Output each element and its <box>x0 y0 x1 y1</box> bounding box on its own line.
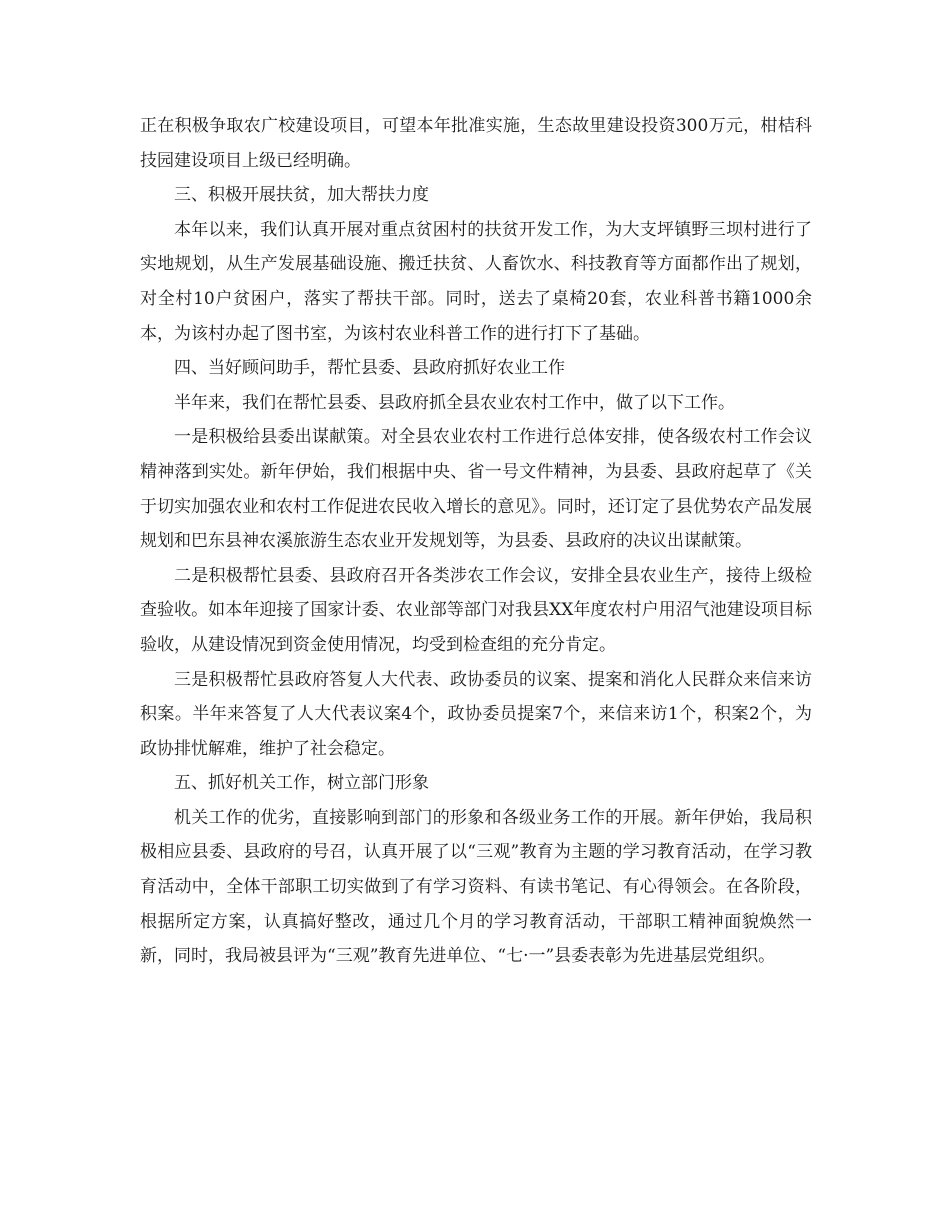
section-heading-poverty-relief: 三、积极开展扶贫，加大帮扶力度 <box>174 185 429 206</box>
paragraph-advisor-item-3: 三是积极帮忙县政府答复人大代表、政协委员的议案、提案和消化人民群众来信来访积案。半年来答复了人大代表议案4个，政协委员提案7个，来信来访1个，积案2个，为政协排忧解难，维护了社会稳定。 <box>140 669 812 759</box>
section-heading-agency-work: 五、抓好机关工作，树立部门形象 <box>174 773 429 794</box>
paragraph-advisor-intro: 半年来，我们在帮忙县委、县政府抓全县农业农村工作中，做了以下工作。 <box>174 392 735 413</box>
section-heading-advisor-role: 四、当好顾问助手，帮忙县委、县政府抓好农业工作 <box>174 358 565 379</box>
document-body <box>140 109 812 974</box>
paragraph-advisor-item-1: 一是积极给县委出谋献策。对全县农业农村工作进行总体安排，使各级农村工作会议精神落到实处。新年伊始，我们根据中央、省一号文件精神，为县委、县政府起草了《关于切实加强农业和农村工作促进农民收入增长的意见》。同时，还订定了县优势农产品发展规划和巴东县神农溪旅游生态农业开发规划等，为县委、县政府的决议出谋献策。 <box>140 427 812 552</box>
paragraph-agency-work: 机关工作的优劣，直接影响到部门的形象和各级业务工作的开展。新年伊始，我局积极相应县委、县政府的号召，认真开展了以“三观”教育为主题的学习教育活动，在学习教育活动中，全体干部职工切实做到了有学习资料、有读书笔记、有心得领会。在各阶段，根据所定方案，认真搞好整改，通过几个月的学习教育活动，干部职工精神面貌焕然一新，同时，我局被县评为“三观”教育先进单位、“七·一”县委表彰为先进基层党组织。 <box>140 807 812 967</box>
paragraph-advisor-item-2: 二是积极帮忙县委、县政府召开各类涉农工作会议，安排全县农业生产，接待上级检查验收。如本年迎接了国家计委、农业部等部门对我县XX年度农村户用沼气池建设项目标验收，从建设情况到资金使用情况，均受到检查组的充分肯定。 <box>140 565 812 655</box>
paragraph-poverty-relief: 本年以来，我们认真开展对重点贫困村的扶贫开发工作，为大支坪镇野三坝村进行了实地规划，从生产发展基础设施、搬迁扶贫、人畜饮水、科技教育等方面都作出了规划，对全村10户贫困户，落实了帮扶干部。同时，送去了桌椅20套，农业科普书籍1000余本，为该村办起了图书室，为该村农业科普工作的进行打下了基础。 <box>140 219 812 344</box>
paragraph-continuation: 正在积极争取农广校建设项目，可望本年批准实施，生态故里建设投资300万元，柑桔科技园建设项目上级已经明确。 <box>140 116 812 171</box>
